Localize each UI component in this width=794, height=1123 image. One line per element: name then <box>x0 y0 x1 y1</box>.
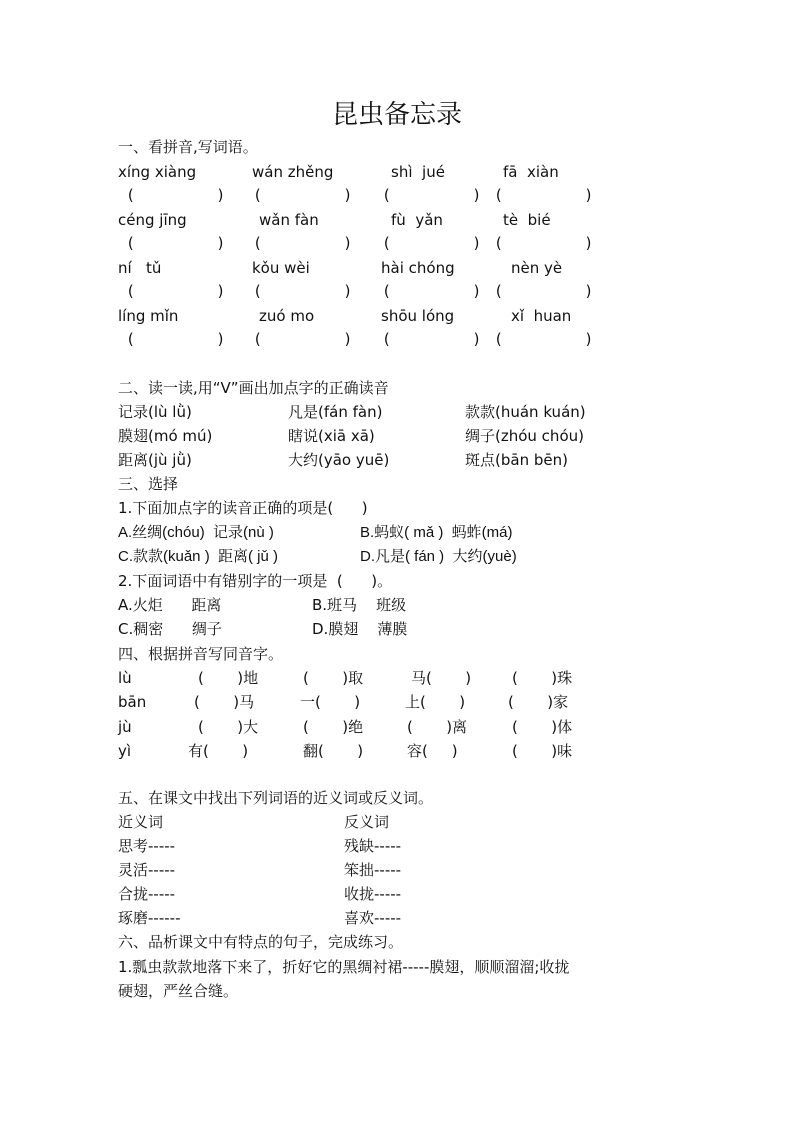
pinyin-cell: ní tǔ <box>118 259 162 277</box>
answer-row <box>0 281 794 303</box>
homophone-blank[interactable]: 马( ) <box>411 669 472 687</box>
reading-row <box>0 450 794 472</box>
reading-item: 款款(huán kuán) <box>465 403 586 421</box>
pinyin-cell: hài chóng <box>381 259 455 277</box>
pinyin-row <box>0 258 794 280</box>
section6-heading: 六、品析课文中有特点的句子，完成练习。 <box>118 933 404 951</box>
homophone-blank[interactable]: ( )体 <box>512 718 573 736</box>
answer-blank[interactable]: ( ) <box>126 186 226 204</box>
answer-blank[interactable]: ( ) <box>253 330 353 348</box>
homophone-blank[interactable]: 上( ) <box>405 693 466 711</box>
homophone-blank[interactable]: 容( ) <box>407 742 458 760</box>
q2-option-a[interactable]: A.火炬 距离 <box>118 596 222 614</box>
synonym-item[interactable]: 思考----- <box>118 837 176 855</box>
page-title: 昆虫备忘录 <box>331 100 462 130</box>
answer-blank[interactable]: ( ) <box>253 234 353 252</box>
answer-blank[interactable]: ( ) <box>382 282 482 300</box>
answer-blank[interactable]: ( ) <box>494 186 594 204</box>
homophone-pinyin: yì <box>118 742 132 760</box>
homophone-blank[interactable]: ( )绝 <box>303 718 364 736</box>
sentence-line-1: 1.瓢虫款款地落下来了，折好它的黑绸衬裙-----膜翅，顺顺溜溜;收拢 <box>118 958 570 976</box>
pinyin-cell: fā xiàn <box>503 163 559 181</box>
pinyin-cell: shì jué <box>391 163 445 181</box>
q1-option-b[interactable]: B.蚂蚁( mǎ ) 蚂蚱(má) <box>360 524 513 541</box>
answer-row <box>0 329 794 351</box>
synonym-item[interactable]: 灵活----- <box>118 861 176 879</box>
pinyin-cell: wǎn fàn <box>259 211 319 229</box>
section2-heading: 二、读一读,用“V”画出加点字的正确读音 <box>118 379 389 397</box>
section3-heading: 三、选择 <box>118 475 179 493</box>
reading-item: 瞎说(xiā xā) <box>288 427 375 445</box>
reading-item: 膜翅(mó mú) <box>118 427 213 445</box>
pinyin-cell: fù yǎn <box>391 211 443 229</box>
antonym-item[interactable]: 收拢----- <box>344 885 402 903</box>
answer-blank[interactable]: ( ) <box>382 186 482 204</box>
homophone-pinyin: bān <box>118 693 147 711</box>
pinyin-cell: céng jīng <box>118 211 187 229</box>
pinyin-cell: wán zhěng <box>252 163 334 181</box>
q1-option-d[interactable]: D.凡是( fán ) 大约(yuè) <box>360 548 517 565</box>
pinyin-cell: shōu lóng <box>381 307 455 325</box>
reading-item: 凡是(fán fàn) <box>288 403 383 421</box>
antonym-item[interactable]: 残缺----- <box>344 837 402 855</box>
answer-blank[interactable]: ( ) <box>253 186 353 204</box>
pinyin-cell: kǒu wèi <box>252 259 310 277</box>
section5-heading: 五、在课文中找出下列词语的近义词或反义词。 <box>118 789 434 807</box>
sentence-line-2: 硬翅，严丝合缝。 <box>118 982 239 1000</box>
answer-row <box>0 185 794 207</box>
homophone-blank[interactable]: ( )离 <box>407 718 468 736</box>
homophone-blank[interactable]: ( )取 <box>303 669 364 687</box>
homophone-blank[interactable]: 翻( ) <box>303 742 364 760</box>
answer-blank[interactable]: ( ) <box>126 330 226 348</box>
answer-row <box>0 233 794 255</box>
homophone-blank[interactable]: ( )味 <box>512 742 573 760</box>
pinyin-cell: xíng xiàng <box>118 163 197 181</box>
homophone-row <box>0 741 794 763</box>
reading-row <box>0 402 794 424</box>
reading-item: 距离(jù jǜ) <box>118 451 192 469</box>
homophone-blank[interactable]: ( )家 <box>508 693 569 711</box>
pinyin-cell: xǐ huan <box>511 307 572 325</box>
homophone-blank[interactable]: 有( ) <box>188 742 249 760</box>
pinyin-row <box>0 306 794 328</box>
reading-item: 斑点(bān bēn) <box>465 451 568 469</box>
homophone-blank[interactable]: 一( ) <box>300 693 361 711</box>
q1-option-c[interactable]: C.款款(kuǎn ) 距离( jǔ ) <box>118 548 279 565</box>
reading-row <box>0 426 794 448</box>
homophone-blank[interactable]: ( )大 <box>198 718 259 736</box>
answer-blank[interactable]: ( ) <box>126 282 226 300</box>
antonym-item[interactable]: 笨拙----- <box>344 861 402 879</box>
q1-option-a[interactable]: A.丝绸(chóu) 记录(nù ) <box>118 524 274 541</box>
homophone-row <box>0 668 794 690</box>
answer-blank[interactable]: ( ) <box>382 234 482 252</box>
synonym-header: 近义词 <box>118 813 164 831</box>
pinyin-cell: tè bié <box>503 211 551 229</box>
answer-blank[interactable]: ( ) <box>494 330 594 348</box>
answer-blank[interactable]: ( ) <box>494 282 594 300</box>
homophone-pinyin: jù <box>118 718 132 736</box>
q2-option-b[interactable]: B.班马 班级 <box>312 596 407 614</box>
answer-blank[interactable]: ( ) <box>126 234 226 252</box>
pinyin-cell: líng mǐn <box>118 307 179 325</box>
homophone-blank[interactable]: ( )珠 <box>512 669 573 687</box>
answer-blank[interactable]: ( ) <box>382 330 482 348</box>
synonym-item[interactable]: 合拢----- <box>118 885 176 903</box>
antonym-item[interactable]: 喜欢----- <box>344 909 402 927</box>
homophone-blank[interactable]: ( )地 <box>198 669 259 687</box>
question-2: 2.下面词语中有错别字的一项是 ( )。 <box>118 572 393 590</box>
answer-blank[interactable]: ( ) <box>253 282 353 300</box>
q2-option-d[interactable]: D.膜翅 薄膜 <box>312 620 408 638</box>
reading-item: 大约(yāo yuē) <box>288 451 390 469</box>
answer-blank[interactable]: ( ) <box>494 234 594 252</box>
antonym-header: 反义词 <box>344 813 390 831</box>
section1-heading: 一、看拼音,写词语。 <box>118 138 258 156</box>
homophone-blank[interactable]: ( )马 <box>194 693 255 711</box>
pinyin-row <box>0 210 794 232</box>
homophone-pinyin: lù <box>118 669 132 687</box>
homophone-row <box>0 717 794 739</box>
pinyin-row <box>0 162 794 184</box>
reading-item: 绸子(zhóu chóu) <box>465 427 584 445</box>
homophone-row <box>0 692 794 714</box>
pinyin-cell: nèn yè <box>511 259 563 277</box>
pinyin-cell: zuó mo <box>259 307 315 325</box>
section4-heading: 四、根据拼音写同音字。 <box>118 645 284 663</box>
synonym-item[interactable]: 琢磨------ <box>118 909 181 927</box>
reading-item: 记录(lù lǜ) <box>118 403 192 421</box>
question-1: 1.下面加点字的读音正确的项是( ) <box>118 499 368 517</box>
q2-option-c[interactable]: C.稠密 绸子 <box>118 620 222 638</box>
